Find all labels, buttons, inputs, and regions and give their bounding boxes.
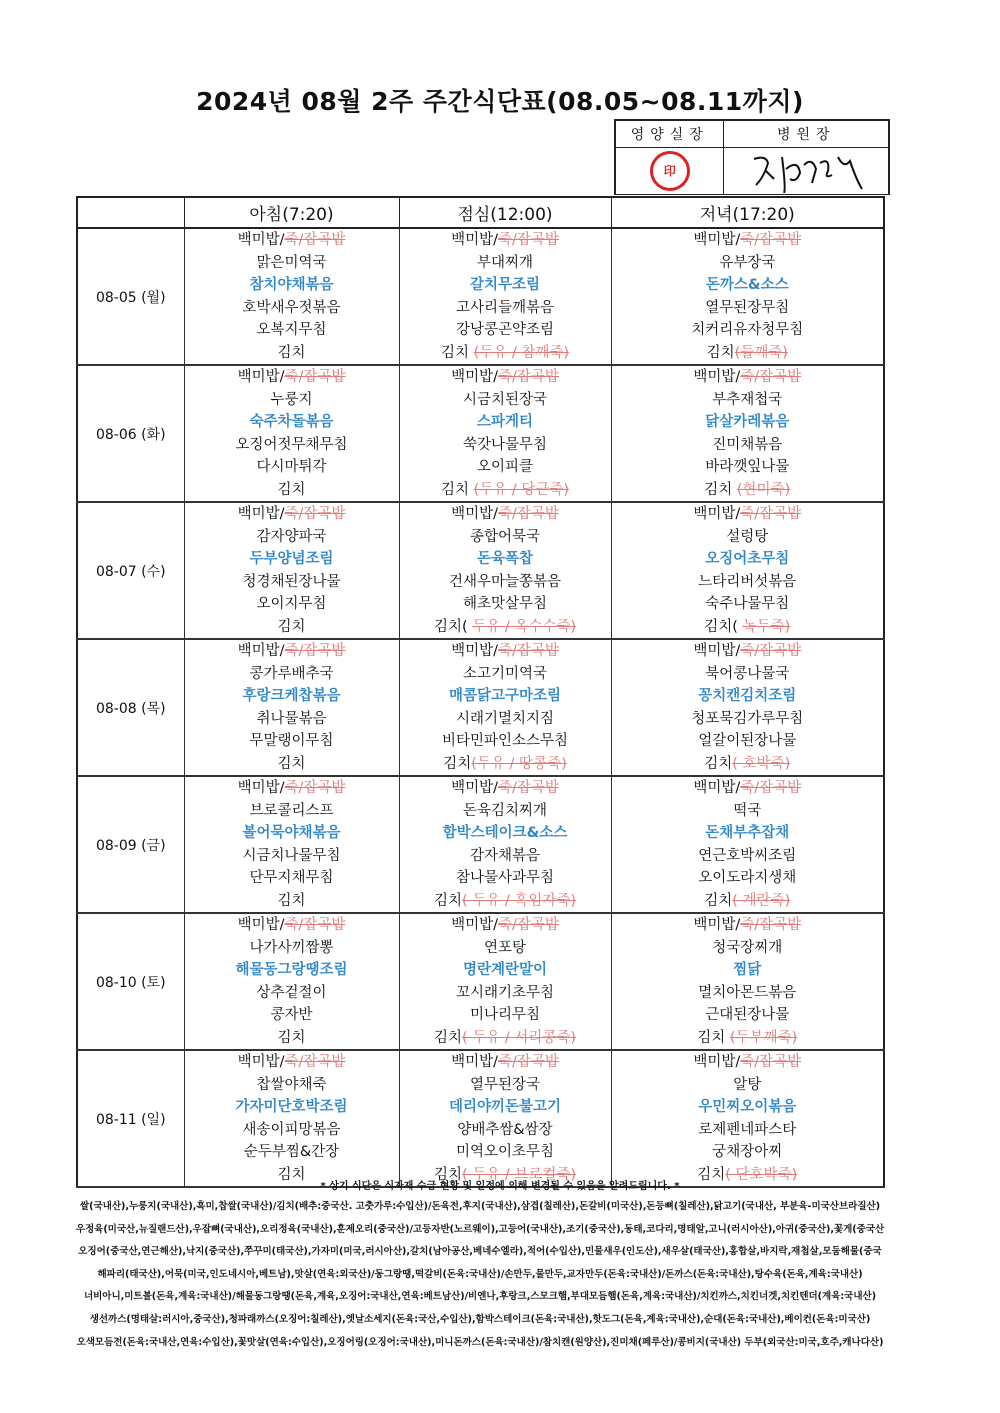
porridge-option: 죽/잡곡밥 [497,506,559,522]
menu-item: 꼬시래기초무침 [455,984,555,1001]
menu-item: 바라깻잎나물 [705,459,790,475]
menu-item: 백미밥/ [237,1054,285,1070]
main-dish: 두부양념조림 [249,551,334,567]
header-breakfast: 아침(7:20) [184,197,399,228]
header-lunch: 점심(12:00) [399,197,611,228]
menu-item: 백미밥/ [451,506,498,522]
main-dish: 함박스테이크&소스 [442,825,568,841]
main-dish: 참치야채볶음 [249,277,334,293]
main-dish: 찜닭 [733,962,762,978]
menu-item: 감자채볶음 [469,847,541,864]
main-dish: 우민찌오이볶음 [698,1099,797,1115]
menu-item: 백미밥/ [451,1054,498,1070]
porridge-option: (현미죽) [736,481,791,498]
day-row [77,228,884,365]
main-dish: 오징어초무침 [705,551,790,567]
menu-item: 김치 [277,618,306,635]
menu-item: 멸치아몬드볶음 [698,984,797,1001]
main-dish: 명란계란말이 [462,962,548,978]
dinner-cell [611,639,884,776]
porridge-option: 두유 / 옥수수죽) [472,618,577,635]
menu-item: 쑥갓나물무침 [462,436,548,453]
menu-item: 김치 [440,481,474,498]
breakfast-cell [184,502,399,639]
origin-line: 해파리(태국산),어묵(미국,인도네시아,베트남),맛살(연육:외국산)/동그랑땡,떡갈비(돈육:국내산)/손만두,물만두,교자만두(돈육:국내산)/돈까스(돈육:국내산),탕수육(돈육,계육:국내산) [97,1268,863,1280]
menu-item: 연근호박씨조림 [698,847,797,864]
main-dish: 돈까스&소스 [705,277,789,293]
lunch-cell [399,913,611,1050]
header-dinner: 저녁(17:20) [611,197,884,228]
porridge-option: 죽/잡곡밥 [740,369,802,385]
menu-item: 백미밥/ [693,232,741,248]
menu-item: 시금치나물무침 [242,847,341,864]
day-date: 08-06 (화) [77,365,184,502]
porridge-option: 죽/잡곡밥 [284,643,346,659]
porridge-option: 죽/잡곡밥 [740,917,802,933]
breakfast-cell [184,1050,399,1187]
lunch-cell [399,502,611,639]
menu-item: 떡국 [733,802,762,819]
breakfast-cell [184,228,399,365]
lunch-cell [399,1050,611,1187]
day-date: 08-10 (토) [77,913,184,1050]
menu-item: 김치 [277,481,306,498]
menu-item: 김치 [704,481,737,498]
menu-item: 김치 [704,755,733,772]
signature [724,148,889,195]
lunch-cell [399,365,611,502]
main-dish: 돈육폭찹 [476,551,534,567]
main-dish: 볼어묵야채볶음 [242,825,341,841]
main-dish: 돈채부추잡채 [705,825,790,841]
menu-item: 얼갈이된장나물 [698,733,797,749]
menu-item: 나가사끼짬뽕 [249,939,334,956]
origin-line: 오징어(중국산,연근해산),낙지(중국산),쭈꾸미(태국산),가자미(미국,러시아산),갈치(남아공산,베네수엘라),적어(수입산),민물새우(인도산),새우살(태국산),홍합살,바지락,재첩살,모둠해물(중국 [78,1246,882,1258]
menu-item: 김치( [704,618,743,635]
breakfast-cell [184,639,399,776]
porridge-option: 죽/잡곡밥 [284,369,346,385]
origin-list [60,1196,900,1354]
menu-item: 근대된장나물 [705,1007,790,1023]
menu-item: 백미밥/ [451,917,498,933]
porridge-option: ( 계란죽) [732,892,791,909]
menu-item: 부추재첩국 [712,391,783,408]
menu-item: 백미밥/ [237,232,285,248]
origin-line: 쌀(국내산),누룽지(국내산),흑미,찹쌀(국내산)/김치(배추:중국산. 고춧가루:수입산)/돈육전,후지(국내산),삼겹(칠레산),돈갈비(미국산),돈등뼈(칠레산),닭고기(국내산, 부분육-미국산브라질산) [79,1201,881,1212]
menu-item: 백미밥/ [451,369,498,385]
menu-item: 청포묵김가루무침 [691,710,804,727]
menu-item: 치커리유자청무침 [691,322,804,338]
breakfast-cell [184,365,399,502]
origin-line: 너비아니,미트볼(돈육,계육:국내산)/해물동그랑땡(돈육,계육,오징어:국내산,연육:베트남산)/비엔나,후랑크,스모크햄,부대모듬햄(돈육,계육:국내산)/치킨까스,치킨너겟,치킨텐더(계육:국내산) [83,1291,877,1303]
day-date: 08-07 (수) [77,502,184,639]
menu-item: 맑은미역국 [256,254,327,271]
menu-item: 강낭콩곤약조림 [455,322,555,338]
menu-item: 김치 [277,755,306,772]
menu-item: 오이지무침 [256,596,327,612]
weekly-menu-table [76,196,885,1188]
dinner-cell [611,365,884,502]
porridge-option: ( 단호박죽) [725,1166,798,1183]
menu-item: 오이도라지생채 [698,870,797,886]
menu-item: 백미밥/ [451,780,498,796]
dinner-cell [611,228,884,365]
porridge-option: 죽/잡곡밥 [497,1054,559,1070]
header-empty [77,197,184,228]
approval-role-nutrition: 영양실장 [616,121,724,148]
main-dish: 가자미단호박조림 [235,1099,348,1115]
menu-item: 열무된장무침 [705,299,790,316]
dinner-cell [611,502,884,639]
menu-item: 백미밥/ [693,917,741,933]
day-date: 08-08 (목) [77,639,184,776]
porridge-option: (두유 / 참깨죽) [473,344,570,361]
menu-item: 백미밥/ [693,643,741,659]
menu-item: 무말랭이무침 [249,733,334,749]
porridge-option: 죽/잡곡밥 [740,780,802,796]
origin-line: 오색모듬전(돈육:국내산,연육:수입산),꽃맛살(연육:수입산),오징어링(오징어:국내산),미니돈까스(돈육:국내산)/참치캔(원양산),진미채(페루산)/콩비지(국내산) 두부(외국산:미국,호주,캐나다산) [76,1336,884,1348]
dinner-cell [611,776,884,913]
porridge-option: 죽/잡곡밥 [740,506,802,522]
menu-item: 북어콩나물국 [705,665,790,682]
approval-role-director: 병원장 [724,121,889,148]
porridge-option: 죽/잡곡밥 [497,917,559,933]
porridge-option: 죽/잡곡밥 [497,780,559,796]
porridge-option: 녹두죽) [742,618,791,635]
menu-item: 느타리버섯볶음 [698,573,797,590]
menu-item: 설렁탕 [726,528,769,545]
porridge-option: 죽/잡곡밥 [284,780,346,796]
day-row [77,913,884,1050]
menu-item: 숙주나물무침 [705,596,790,612]
menu-item: 백미밥/ [237,506,285,522]
day-row [77,1050,884,1187]
porridge-option: (두유 / 땅콩죽) [471,755,567,772]
origin-line: 우정육(미국산,뉴질랜드산),우잡뼈(국내산),오리정육(국내산),훈제오리(중국산)/고등자반(노르웨이),고등어(국내산),조기(중국산),동태,코다리,명태알,고니(러시아산),아귀(중국산),꽃게(중국산 [75,1223,885,1235]
menu-item: 브로콜리스프 [249,802,334,819]
main-dish: 갈치무조림 [469,277,541,293]
menu-item: 찹쌀야채죽 [256,1076,327,1093]
porridge-option: 죽/잡곡밥 [497,232,559,248]
menu-item: 백미밥/ [451,232,498,248]
menu-item: 김치 [704,892,733,909]
main-dish: 꽁치캔김치조림 [698,688,797,704]
notice-text: * 상기 식단은 식자재 수급 현황 및 일정에 의해 변경될 수 있음을 알려드립니다. * [320,1181,680,1192]
main-dish: 후랑크케찹볶음 [242,688,341,704]
day-date: 08-09 (금) [77,776,184,913]
menu-item: 백미밥/ [693,1054,741,1070]
menu-item: 백미밥/ [237,780,285,796]
breakfast-cell [184,913,399,1050]
menu-item: 단무지채무침 [249,870,334,886]
main-dish: 해물동그랑땡조림 [235,962,348,978]
main-dish: 숙주차돌볶음 [249,414,334,430]
porridge-option: 죽/잡곡밥 [497,369,559,385]
menu-item: 부대찌개 [476,254,534,271]
menu-item: 오복지무침 [256,322,327,338]
menu-item: 김치 [433,892,462,909]
menu-item: 종합어묵국 [469,528,541,545]
menu-item: 김치 [697,1166,726,1183]
approval-box [614,119,890,195]
porridge-option: 죽/잡곡밥 [284,1054,346,1070]
porridge-option: 죽/잡곡밥 [284,506,346,522]
porridge-option: (두유 / 당근죽) [473,481,570,498]
menu-item: 취나물볶음 [256,710,327,727]
menu-item: 해초맛살무침 [462,596,548,612]
origin-line: 생선까스(명태살:러시아,중국산),청파래까스(오징어:칠레산),엣날소세지(돈육:국산,수입산),함박스테이크(돈육:국내산),핫도그(돈육,계육:국내산),순대(돈육:국내산),베이컨(돈육:미국산) [89,1313,871,1325]
menu-item: 오이피클 [476,459,534,475]
dinner-cell [611,1050,884,1187]
menu-item: 김치 [277,344,306,361]
red-seal-stamp: 印 [650,151,690,191]
menu-item: 돈육김치찌개 [462,802,548,819]
porridge-option: 죽/잡곡밥 [284,917,346,933]
menu-item: 미나리무침 [469,1007,541,1023]
porridge-option: 죽/잡곡밥 [497,643,559,659]
menu-item: 백미밥/ [237,643,285,659]
menu-item: 백미밥/ [451,643,498,659]
main-dish: 매콤닭고구마조림 [448,688,562,704]
menu-item: 궁채장아찌 [712,1144,783,1160]
menu-item: 시래기멸치지짐 [455,710,555,727]
menu-item: 미역오이초무침 [455,1144,555,1160]
dinner-cell [611,913,884,1050]
menu-item: 호박새우젓볶음 [242,299,341,316]
menu-item: 시금치된장국 [462,391,548,408]
menu-item: 열무된장국 [469,1076,541,1093]
menu-item: 김치( [433,618,473,635]
menu-item: 오징어젓무채무침 [235,436,348,453]
menu-item: 건새우마늘쫑볶음 [448,573,562,590]
menu-item: 감자양파국 [256,528,327,545]
menu-item: 고사리들깨볶음 [455,299,555,316]
main-dish: 스파게티 [476,414,534,430]
menu-item: 진미채볶음 [712,436,783,453]
menu-item: 참나물사과무침 [455,870,555,886]
porridge-option: 죽/잡곡밥 [740,232,802,248]
menu-item: 백미밥/ [693,780,741,796]
menu-item: 연포탕 [483,939,527,956]
menu-item: 알탕 [733,1076,762,1093]
porridge-option: ( 두유 / 브로컬죽) [461,1166,577,1183]
menu-item: 청경채된장나물 [242,573,341,590]
menu-item: 백미밥/ [237,369,285,385]
menu-item: 청국장찌개 [712,939,783,956]
day-row [77,502,884,639]
porridge-option: 죽/잡곡밥 [740,643,802,659]
menu-item: 콩가루배추국 [249,665,334,682]
day-row [77,776,884,913]
menu-item: 김치 [277,1029,306,1046]
menu-item: 새송이피망볶음 [242,1121,341,1138]
lunch-cell [399,639,611,776]
menu-item: 유부장국 [719,254,776,271]
menu-item: 김치 [440,344,474,361]
menu-item: 김치 [443,755,472,772]
page-title: 2024년 08월 2주 주간식단표(08.05~08.11까지) [196,87,804,116]
menu-item: 소고기미역국 [462,665,548,682]
menu-item: 순두부찜&간장 [243,1144,340,1160]
day-date: 08-05 (월) [77,228,184,365]
menu-item: 누룽지 [270,391,313,408]
main-dish: 데리야끼돈불고기 [448,1099,562,1115]
menu-item: 김치 [433,1029,462,1046]
breakfast-cell [184,776,399,913]
main-dish: 닭살카레볶음 [705,414,790,430]
menu-item: 김치 [277,892,306,909]
porridge-option: 죽/잡곡밥 [284,232,346,248]
menu-item: 양배추쌈&쌈장 [457,1121,553,1138]
menu-item: 백미밥/ [237,917,285,933]
menu-item: 로제펜네파스타 [698,1121,797,1138]
menu-item: 비타민파인소스무침 [441,733,569,749]
day-date: 08-11 (일) [77,1050,184,1187]
menu-item: 김치 [433,1166,462,1183]
porridge-option: ( 두유 / 서리콩죽) [461,1029,577,1046]
menu-item: 백미밥/ [693,369,741,385]
menu-item: 다시마튀각 [256,459,327,475]
menu-item: 김치 [697,1029,730,1046]
porridge-option: ( 두유 / 흑임자죽) [461,892,577,909]
day-row [77,365,884,502]
menu-item: 상추겉절이 [256,984,327,1001]
porridge-option: ( 호박죽) [732,755,791,772]
menu-item: 김치 [706,344,735,361]
porridge-option: 죽/잡곡밥 [740,1054,802,1070]
day-row [77,639,884,776]
menu-item: 콩자반 [270,1007,313,1023]
lunch-cell [399,228,611,365]
porridge-option: (들깨죽) [734,344,788,361]
lunch-cell [399,776,611,913]
menu-item: 백미밥/ [693,506,741,522]
porridge-option: (두부깨죽) [729,1029,798,1046]
menu-item: 김치 [277,1166,306,1183]
